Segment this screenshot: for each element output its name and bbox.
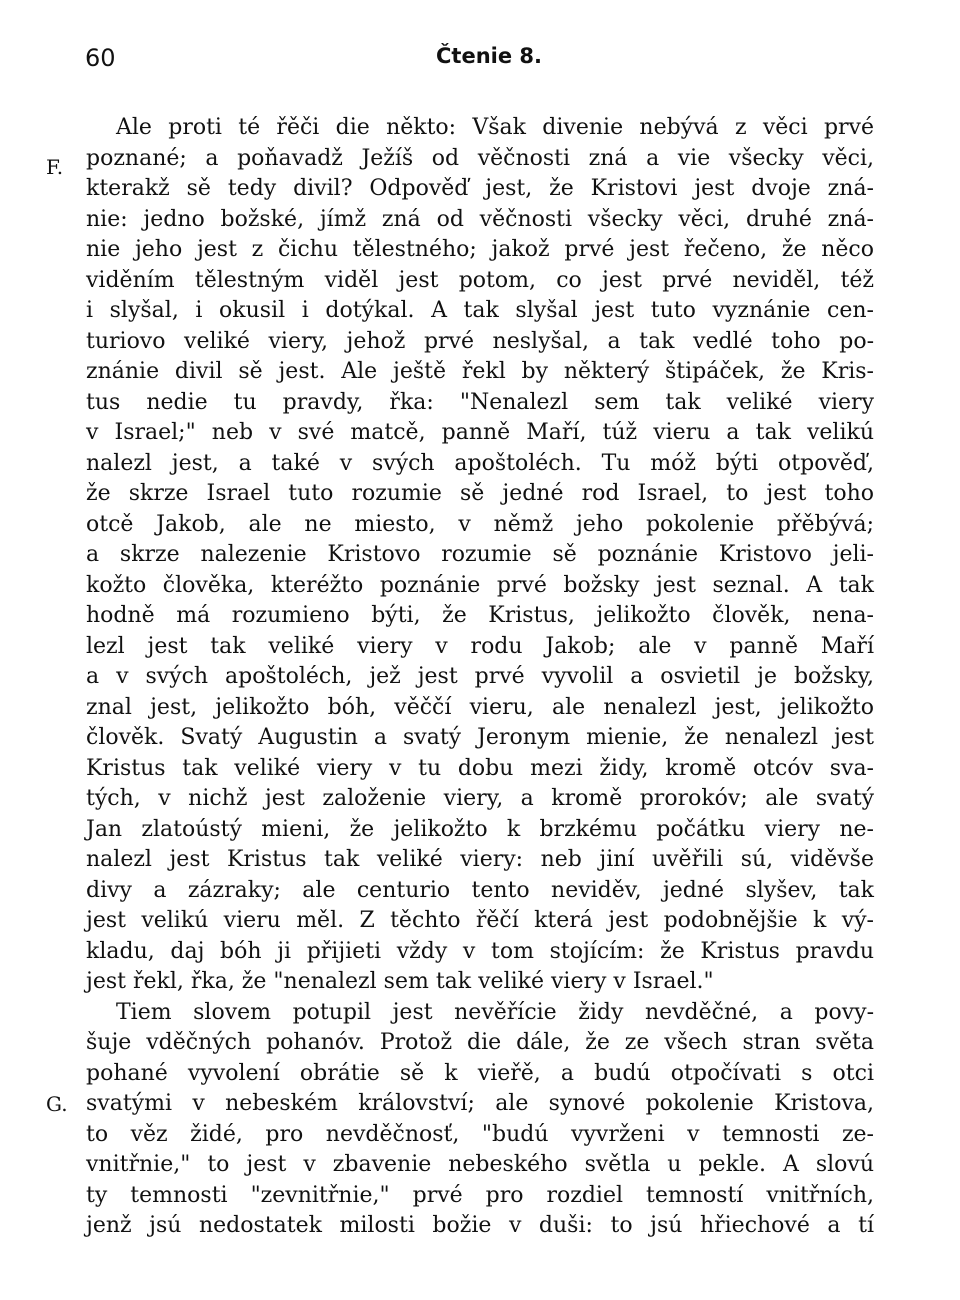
text-line: lezl jest tak veliké viery v rodu Jakob; ale v panně Maří [86,633,874,659]
text-line: turiovo veliké viery, jehož prvé neslyšal, a tak vedlé toho po- [86,328,874,354]
running-title: Čtenie 8. [436,44,542,68]
text-line: že skrze Israel tuto rozumie sě jedné rod Israel, to jest toho [86,481,874,506]
text-line: poznané; a poňavadž Ježíš od věčnosti zná a vie všecky věci, [86,145,874,171]
text-line: Ale proti té řěči die někto: Však divenie nebývá z věci prvé [116,115,874,140]
text-line: člověk. Svatý Augustin a svatý Jeronym mienie, že nenalezl jest [86,725,874,750]
text-line: jenž jsú nedostatek milosti božie v duši: to jsú hřiechové a tí [86,1213,874,1238]
text-line: jest velikú vieru měl. Z těchto řěčí která jest podobnějšie k vý- [86,908,874,933]
text-line: a skrze nalezenie Kristovo rozumie sě poznánie Kristovo jeli- [86,542,874,567]
body-text [86,113,874,1242]
text-line: kterakž sě tedy divil? Odpověď jest, že Kristovi jest dvoje zná- [86,176,874,201]
text-line: nalezl jest Kristus tak veliké viery: neb jiní uvěřili sú, viděvše [86,847,874,872]
text-line: ty temnosti "zevnitřnie," prvé pro rozdiel temností vnitřních, [86,1182,874,1208]
paragraph-1 [86,113,874,998]
margin-mark-g: G. [46,1092,68,1116]
text-line: divy a zázraky; ale centurio tento neviděv, jedné slyšev, tak [86,877,874,903]
text-line: pohané vyvolení obrátie sě k vieřě, a budú otpočívati s otci [86,1060,874,1086]
text-line: svatými v nebeském království; ale synové pokolenie Kristova, [86,1091,874,1116]
text-line: tus nedie tu pravdy, řka: "Nenalezl sem tak veliké viery [86,389,874,415]
page-number: 60 [85,44,116,72]
text-line: otcě Jakob, ale ne miesto, v němž jeho pokolenie přěbývá; [86,511,874,537]
text-line: nie jeho jest z čichu tělestného; jakož prvé jest řečeno, že něco [86,237,874,262]
text-line: nalezl jest, a také v svých apoštoléch. Tu móž býti otpověď, [86,450,874,476]
text-line: znal jest, jelikožto bóh, věččí vieru, ale nenalezl jest, jelikožto [86,694,874,720]
text-line: viděním tělestným viděl jest potom, co jest prvé neviděl, též [86,267,874,293]
text-line: jest řekl, řka, že "nenalezl sem tak veliké viery v Israel." [86,969,714,994]
text-line: kladu, daj bóh ji přijieti vždy v tom stojícím: že Kristus pravdu [86,938,874,964]
text-line: a v svých apoštoléch, jež jest prvé vyvolil a osvietil je božsky, [86,664,874,689]
text-line: šuje vděčných pohanóv. Protož die dále, že ze všech stran světa [86,1030,874,1055]
text-line: znánie divil sě jest. Ale ještě řekl by některý štipáček, že Kris- [86,359,874,384]
margin-mark-f: F. [46,155,64,179]
text-line: hodně má rozumieno býti, že Kristus, jelikožto člověk, nena- [86,603,874,628]
text-line: kožto člověka, kteréžto poznánie prvé božsky jest seznal. A tak [86,572,874,598]
text-line: nie: jedno božské, jímž zná od věčnosti všecky věci, druhé zná- [86,206,874,232]
paragraph-2 [86,998,874,1242]
text-line: Kristus tak veliké viery v tu dobu mezi židy, kromě otcóv sva- [86,755,874,781]
text-line: vnitřnie," to jest v zbavenie nebeského světla u pekle. A slovú [86,1152,874,1177]
page-header [0,40,960,80]
text-line: i slyšal, i okusil i dotýkal. A tak slyšal jest tuto vyznánie cen- [86,298,874,323]
text-line: tých, v nichž jest založenie viery, a kromě prorokóv; ale svatý [86,786,874,811]
text-line: Jan zlatoústý mieni, že jelikožto k brzkému počátku viery ne- [86,816,874,842]
text-line: to věz židé, pro nevděčnosť, "budú vyvrženi v temnosti ze- [86,1121,874,1147]
text-line: Tiem slovem potupil jest nevěřície židy nevděčné, a povy- [116,999,874,1025]
text-line: v Israel;" neb v své matcě, panně Maří, túž vieru a tak velikú [86,420,874,445]
